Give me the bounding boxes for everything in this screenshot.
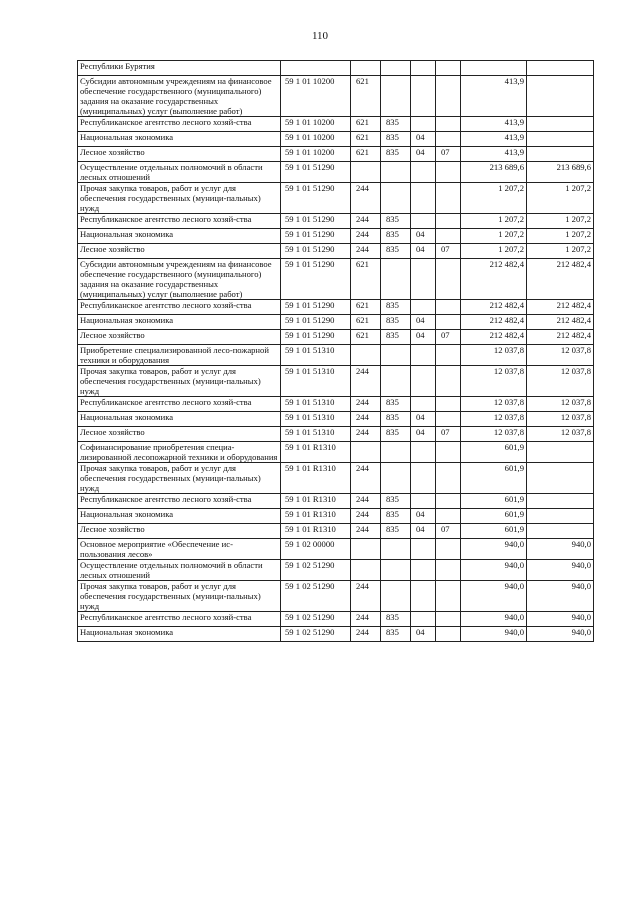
cell-ministry-code: 835 [381,244,411,259]
cell-amount-2: 940,0 [527,539,594,560]
cell-section: 04 [411,229,436,244]
cell-amount-2: 12 037,8 [527,427,594,442]
cell-target-article: 59 1 01 51290 [281,244,351,259]
cell-expense-type: 244 [351,581,381,612]
cell-ministry-code [381,162,411,183]
cell-section [411,259,436,300]
table-row [78,442,594,463]
cell-amount-1: 213 689,6 [461,162,527,183]
cell-section [411,494,436,509]
cell-target-article [281,61,351,76]
cell-section: 04 [411,509,436,524]
cell-amount-2 [527,509,594,524]
cell-expense-type: 244 [351,427,381,442]
cell-target-article: 59 1 01 R1310 [281,494,351,509]
cell-ministry-code: 835 [381,315,411,330]
cell-subsection [436,229,461,244]
cell-section: 04 [411,315,436,330]
cell-subsection: 07 [436,147,461,162]
cell-subsection [436,412,461,427]
cell-ministry-code [381,539,411,560]
cell-amount-2 [527,132,594,147]
table-row [78,147,594,162]
cell-section [411,76,436,117]
budget-table-body [78,61,594,642]
cell-subsection [436,612,461,627]
cell-ministry-code [381,442,411,463]
cell-section [411,539,436,560]
cell-amount-2: 940,0 [527,581,594,612]
cell-section [411,162,436,183]
table-row [78,259,594,300]
cell-ministry-code [381,366,411,397]
cell-expense-type: 621 [351,132,381,147]
cell-target-article: 59 1 01 51310 [281,427,351,442]
table-row [78,345,594,366]
cell-name: Республиканское агентство лесного хозяй-ства [78,300,281,315]
cell-name: Лесное хозяйство [78,244,281,259]
cell-name: Национальная экономика [78,412,281,427]
cell-target-article: 59 1 01 R1310 [281,442,351,463]
cell-amount-1: 940,0 [461,560,527,581]
cell-amount-1: 601,9 [461,442,527,463]
cell-section [411,463,436,494]
cell-target-article: 59 1 01 10200 [281,147,351,162]
cell-section: 04 [411,427,436,442]
table-row [78,366,594,397]
cell-amount-1: 212 482,4 [461,315,527,330]
cell-amount-2: 212 482,4 [527,330,594,345]
cell-section [411,214,436,229]
cell-name: Основное мероприятие «Обеспечение ис-пользования лесов» [78,539,281,560]
cell-amount-1: 601,9 [461,509,527,524]
cell-target-article: 59 1 01 51290 [281,330,351,345]
cell-target-article: 59 1 01 51290 [281,183,351,214]
table-row [78,412,594,427]
cell-name: Прочая закупка товаров, работ и услуг для обеспечения государственных (муници-пальных) нужд [78,463,281,494]
cell-subsection [436,132,461,147]
cell-target-article: 59 1 01 10200 [281,117,351,132]
cell-amount-1: 12 037,8 [461,397,527,412]
cell-expense-type: 621 [351,315,381,330]
cell-expense-type: 244 [351,463,381,494]
cell-target-article: 59 1 02 00000 [281,539,351,560]
table-row [78,560,594,581]
cell-subsection [436,214,461,229]
cell-name: Прочая закупка товаров, работ и услуг для обеспечения государственных (муници-пальных) нужд [78,183,281,214]
cell-ministry-code: 835 [381,427,411,442]
table-row [78,427,594,442]
cell-name: Субсидии автономным учреждениям на финансовое обеспечение государственного (муниципального) задания на оказание государственных (муниципальных) услуг (выполнение работ) [78,76,281,117]
cell-expense-type: 244 [351,509,381,524]
cell-name: Республики Бурятия [78,61,281,76]
cell-subsection [436,300,461,315]
cell-target-article: 59 1 01 51290 [281,214,351,229]
cell-ministry-code: 835 [381,229,411,244]
cell-target-article: 59 1 01 10200 [281,132,351,147]
cell-target-article: 59 1 01 10200 [281,76,351,117]
cell-ministry-code [381,463,411,494]
cell-target-article: 59 1 02 51290 [281,612,351,627]
cell-amount-1: 413,9 [461,76,527,117]
cell-amount-1: 1 207,2 [461,183,527,214]
cell-target-article: 59 1 01 51290 [281,229,351,244]
cell-section: 04 [411,627,436,642]
cell-subsection [436,494,461,509]
cell-name: Республиканское агентство лесного хозяй-ства [78,117,281,132]
cell-amount-2: 1 207,2 [527,183,594,214]
cell-amount-2: 12 037,8 [527,412,594,427]
cell-name: Национальная экономика [78,509,281,524]
cell-amount-1: 601,9 [461,494,527,509]
cell-amount-2: 940,0 [527,560,594,581]
cell-subsection [436,315,461,330]
cell-section: 04 [411,330,436,345]
cell-expense-type: 244 [351,627,381,642]
cell-ministry-code [381,183,411,214]
cell-ministry-code: 835 [381,132,411,147]
cell-amount-2: 212 482,4 [527,315,594,330]
cell-section: 04 [411,412,436,427]
cell-expense-type: 621 [351,147,381,162]
cell-amount-1: 601,9 [461,524,527,539]
cell-expense-type: 621 [351,117,381,132]
cell-subsection [436,560,461,581]
cell-amount-2 [527,61,594,76]
cell-section [411,183,436,214]
cell-amount-1: 413,9 [461,147,527,162]
cell-amount-2 [527,147,594,162]
cell-expense-type: 621 [351,330,381,345]
cell-name: Национальная экономика [78,229,281,244]
table-row [78,162,594,183]
table-row [78,627,594,642]
cell-expense-type: 244 [351,183,381,214]
cell-subsection [436,397,461,412]
cell-subsection [436,627,461,642]
cell-name: Лесное хозяйство [78,147,281,162]
cell-amount-2: 940,0 [527,612,594,627]
cell-expense-type [351,345,381,366]
cell-amount-2: 12 037,8 [527,345,594,366]
cell-target-article: 59 1 01 51310 [281,366,351,397]
cell-amount-1: 413,9 [461,132,527,147]
cell-ministry-code [381,76,411,117]
cell-amount-1: 413,9 [461,117,527,132]
page-number: 110 [311,30,329,42]
table-row [78,524,594,539]
cell-expense-type [351,539,381,560]
cell-amount-2: 1 207,2 [527,244,594,259]
cell-name: Республиканское агентство лесного хозяй-ства [78,214,281,229]
cell-subsection [436,259,461,300]
cell-name: Национальная экономика [78,315,281,330]
cell-ministry-code: 835 [381,494,411,509]
cell-subsection: 07 [436,330,461,345]
cell-name: Республиканское агентство лесного хозяй-ства [78,612,281,627]
table-row [78,494,594,509]
cell-target-article: 59 1 01 51310 [281,345,351,366]
table-row [78,76,594,117]
table-row [78,330,594,345]
cell-amount-1: 940,0 [461,627,527,642]
cell-target-article: 59 1 02 51290 [281,560,351,581]
cell-section: 04 [411,244,436,259]
cell-amount-1: 1 207,2 [461,214,527,229]
cell-target-article: 59 1 01 R1310 [281,463,351,494]
cell-ministry-code [381,581,411,612]
cell-amount-1: 940,0 [461,539,527,560]
cell-amount-1: 212 482,4 [461,330,527,345]
cell-amount-2: 12 037,8 [527,366,594,397]
cell-ministry-code: 835 [381,509,411,524]
cell-ministry-code: 835 [381,330,411,345]
cell-ministry-code [381,61,411,76]
cell-amount-1: 940,0 [461,612,527,627]
cell-name: Осуществление отдельных полномочий в области лесных отношений [78,560,281,581]
cell-expense-type: 244 [351,524,381,539]
cell-amount-1 [461,61,527,76]
table-row [78,214,594,229]
cell-amount-1: 212 482,4 [461,300,527,315]
cell-name: Лесное хозяйство [78,427,281,442]
cell-target-article: 59 1 01 R1310 [281,524,351,539]
cell-section: 04 [411,132,436,147]
cell-subsection [436,463,461,494]
cell-amount-2: 213 689,6 [527,162,594,183]
table-row [78,183,594,214]
cell-target-article: 59 1 02 51290 [281,581,351,612]
table-row [78,463,594,494]
cell-expense-type [351,560,381,581]
cell-name: Прочая закупка товаров, работ и услуг для обеспечения государственных (муници-пальных) нужд [78,366,281,397]
cell-expense-type: 244 [351,214,381,229]
table-row [78,539,594,560]
cell-ministry-code: 835 [381,524,411,539]
cell-expense-type: 244 [351,397,381,412]
cell-amount-2: 1 207,2 [527,229,594,244]
cell-expense-type: 621 [351,76,381,117]
table-row [78,61,594,76]
budget-table [77,60,594,642]
cell-subsection: 07 [436,427,461,442]
cell-amount-1: 12 037,8 [461,366,527,397]
cell-expense-type: 244 [351,412,381,427]
cell-expense-type: 244 [351,244,381,259]
cell-subsection [436,366,461,397]
cell-name: Осуществление отдельных полномочий в области лесных отношений [78,162,281,183]
cell-section [411,442,436,463]
cell-amount-2 [527,442,594,463]
cell-ministry-code: 835 [381,412,411,427]
table-row [78,315,594,330]
cell-section [411,117,436,132]
cell-amount-1: 1 207,2 [461,229,527,244]
cell-subsection [436,442,461,463]
cell-ministry-code [381,560,411,581]
cell-subsection: 07 [436,524,461,539]
table-row [78,581,594,612]
cell-ministry-code: 835 [381,214,411,229]
cell-expense-type: 244 [351,366,381,397]
cell-expense-type [351,162,381,183]
cell-amount-2: 212 482,4 [527,300,594,315]
cell-target-article: 59 1 01 51290 [281,315,351,330]
cell-amount-2: 1 207,2 [527,214,594,229]
cell-ministry-code: 835 [381,612,411,627]
cell-subsection [436,117,461,132]
table-row [78,229,594,244]
cell-ministry-code [381,259,411,300]
table-row [78,509,594,524]
cell-amount-1: 12 037,8 [461,345,527,366]
cell-name: Прочая закупка товаров, работ и услуг для обеспечения государственных (муници-пальных) нужд [78,581,281,612]
cell-subsection [436,581,461,612]
cell-subsection [436,539,461,560]
cell-section [411,300,436,315]
cell-ministry-code [381,345,411,366]
table-row [78,300,594,315]
cell-expense-type: 621 [351,259,381,300]
cell-amount-2 [527,524,594,539]
cell-name: Приобретение специализированной лесо-пожарной техники и оборудования [78,345,281,366]
cell-subsection [436,345,461,366]
cell-amount-1: 601,9 [461,463,527,494]
cell-section: 04 [411,147,436,162]
cell-amount-2: 212 482,4 [527,259,594,300]
cell-name: Лесное хозяйство [78,524,281,539]
cell-subsection: 07 [436,244,461,259]
cell-section [411,612,436,627]
table-row [78,612,594,627]
table-row [78,132,594,147]
cell-section [411,397,436,412]
cell-ministry-code: 835 [381,147,411,162]
cell-subsection [436,61,461,76]
cell-expense-type: 244 [351,229,381,244]
cell-target-article: 59 1 01 51290 [281,300,351,315]
cell-section [411,366,436,397]
cell-section: 04 [411,524,436,539]
table-row [78,117,594,132]
cell-target-article: 59 1 01 51290 [281,162,351,183]
cell-ministry-code: 835 [381,397,411,412]
cell-subsection [436,183,461,214]
table-row [78,244,594,259]
cell-section [411,345,436,366]
cell-subsection [436,509,461,524]
cell-name: Национальная экономика [78,627,281,642]
cell-amount-1: 940,0 [461,581,527,612]
cell-amount-2 [527,117,594,132]
cell-expense-type: 621 [351,300,381,315]
cell-amount-1: 1 207,2 [461,244,527,259]
cell-name: Субсидии автономным учреждениям на финансовое обеспечение государственного (муниципального) задания на оказание государственных (муниципальных) услуг (выполнение работ) [78,259,281,300]
cell-expense-type [351,442,381,463]
cell-amount-1: 12 037,8 [461,427,527,442]
cell-target-article: 59 1 01 51310 [281,397,351,412]
cell-amount-2 [527,76,594,117]
cell-subsection [436,162,461,183]
cell-amount-1: 12 037,8 [461,412,527,427]
cell-amount-2: 12 037,8 [527,397,594,412]
cell-amount-1: 212 482,4 [461,259,527,300]
cell-name: Софинансирование приобретения специа-лизированной лесопожарной техники и оборудования [78,442,281,463]
cell-target-article: 59 1 01 R1310 [281,509,351,524]
cell-section [411,560,436,581]
cell-amount-2: 940,0 [527,627,594,642]
cell-expense-type [351,61,381,76]
cell-ministry-code: 835 [381,300,411,315]
cell-section [411,61,436,76]
cell-expense-type: 244 [351,612,381,627]
cell-name: Лесное хозяйство [78,330,281,345]
cell-expense-type: 244 [351,494,381,509]
cell-name: Республиканское агентство лесного хозяй-ства [78,494,281,509]
cell-subsection [436,76,461,117]
cell-section [411,581,436,612]
cell-name: Национальная экономика [78,132,281,147]
cell-amount-2 [527,494,594,509]
cell-name: Республиканское агентство лесного хозяй-ства [78,397,281,412]
cell-amount-2 [527,463,594,494]
cell-target-article: 59 1 02 51290 [281,627,351,642]
cell-target-article: 59 1 01 51310 [281,412,351,427]
cell-ministry-code: 835 [381,627,411,642]
cell-target-article: 59 1 01 51290 [281,259,351,300]
table-row [78,397,594,412]
cell-ministry-code: 835 [381,117,411,132]
